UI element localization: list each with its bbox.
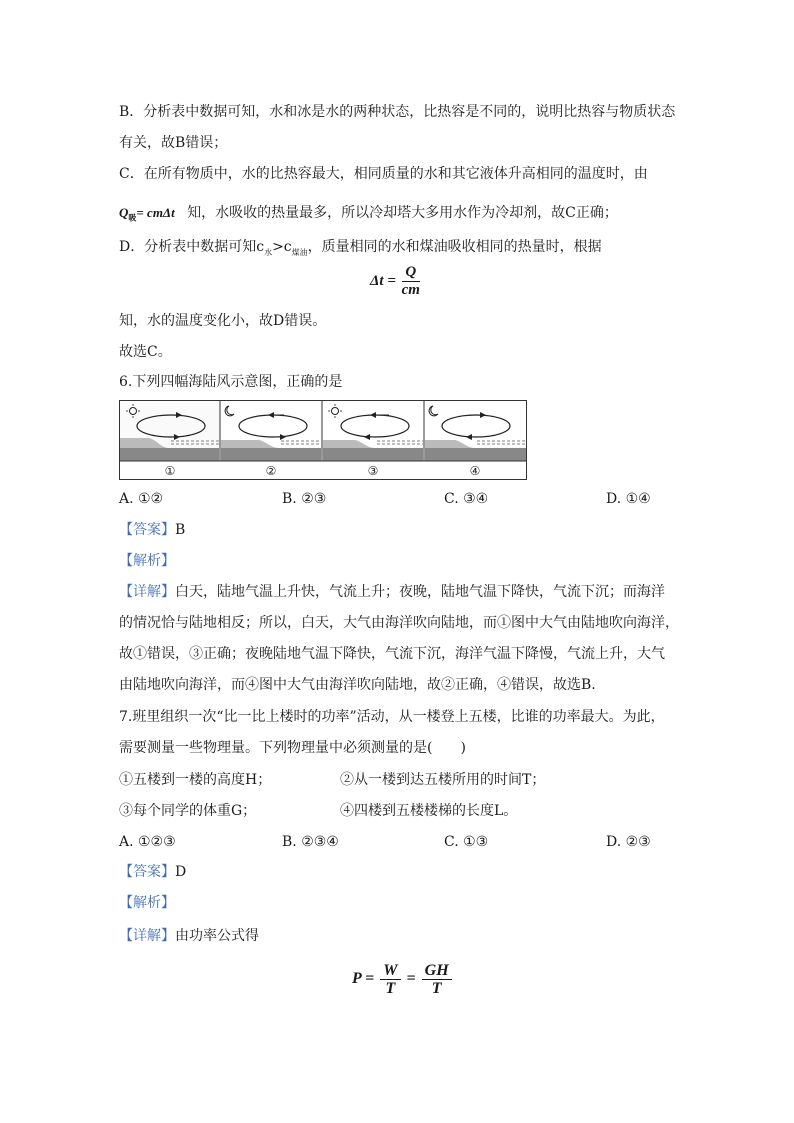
q7-item-2: ②从一楼到达五楼所用的时间T；	[340, 772, 546, 788]
q7-item-4: ④四楼到五楼楼梯的长度L。	[340, 803, 518, 819]
panel-label-3: ③	[367, 464, 379, 478]
q5-conclusion: 故选C。	[119, 344, 172, 360]
q7-option-d: D. ②③	[606, 834, 651, 850]
power-formula: P = $\frac{W}{T}$ = $\frac{GH}{T}$	[352, 962, 454, 997]
sea-land-breeze-diagram	[119, 400, 527, 480]
q6-question: 6.下列四幅海陆风示意图，正确的是	[119, 374, 343, 390]
panel-4	[425, 406, 526, 461]
q6-option-a: A. ①②	[119, 491, 164, 507]
q5-option-b-line1: B．分析表中数据可知，水和冰是水的两种状态，比热容是不同的，说明比热容与物质状态	[119, 104, 676, 120]
q7-answer: 【答案】D	[119, 864, 187, 880]
q6-analysis-heading: 【解析】	[119, 553, 175, 569]
q6-detail-line4: 由陆地吹向海洋，而④图中大气由海洋吹向陆地，故②正确，④错误，故选B.	[119, 677, 596, 693]
panel-label-1: ①	[164, 464, 176, 478]
q5-option-c-line2: $Q_吸= cm\Delta t$ 知，水吸收的热量最多，所以冷却塔大多用水作为冷却剂，故C正确；	[119, 205, 618, 223]
q5-option-b-line2: 有关，故B错误；	[119, 135, 228, 151]
q6-option-c: C. ③④	[444, 491, 489, 507]
q6-detail-line1: 【详解】白天，陆地气温上升快，气流上升；夜晚，陆地气温下降快，气流下沉；而海洋	[119, 584, 665, 600]
panel-1	[120, 401, 220, 461]
delta-t-formula: Δt = $\frac{Q}{cm}$	[370, 264, 420, 298]
q7-option-a: A. ①②③	[119, 834, 176, 850]
q7-question-line1: 7.班里组织一次“比一比上楼时的功率”活动，从一楼登上五楼，比谁的功率最大。为此，	[119, 709, 665, 725]
panel-label-4: ④	[469, 464, 481, 478]
sun-icon	[332, 408, 339, 415]
moon-icon	[429, 406, 438, 416]
q6-answer: 【答案】B	[119, 522, 186, 538]
q5-option-c-line1: C．在所有物质中，水的比热容最大，相同质量的水和其它液体升高相同的温度时，由	[119, 166, 648, 182]
q7-item-3: ③每个同学的体重G；	[119, 803, 257, 819]
q7-item-1: ①五楼到一楼的高度H；	[119, 772, 272, 788]
q5-option-d-line1: D．分析表中数据可知$c_水>c_{煤油}$，质量相同的水和煤油吸收相同的热量时，根据	[119, 239, 602, 257]
q7-detail-line1: 【详解】由功率公式得	[119, 928, 259, 944]
q6-option-d: D. ①④	[606, 491, 651, 507]
q5-option-d-line2: 知，水的温度变化小，故D错误。	[119, 313, 327, 329]
q7-question-line2: 需要测量一些物理量。下列物理量中必须测量的是( )	[119, 740, 466, 756]
panel-2	[221, 406, 321, 461]
q6-detail-line3: 故①错误，③正确；夜晚陆地气温下降快，气流下沉，海洋气温下降慢，气流上升，大气	[119, 646, 665, 662]
panel-label-2: ②	[265, 464, 277, 478]
q6-option-b: B. ②③	[282, 491, 327, 507]
moon-icon	[225, 406, 234, 416]
q7-option-b: B. ②③④	[282, 834, 339, 850]
q6-detail-line2: 的情况恰与陆地相反；所以，白天，大气由海洋吹向陆地，而①图中大气由陆地吹向海洋，	[119, 615, 679, 631]
q7-analysis-heading: 【解析】	[119, 895, 175, 911]
heat-formula: $Q_吸= cm\Delta t$	[119, 205, 175, 223]
q7-option-c: C. ①③	[444, 834, 489, 850]
panel-3	[323, 404, 423, 461]
